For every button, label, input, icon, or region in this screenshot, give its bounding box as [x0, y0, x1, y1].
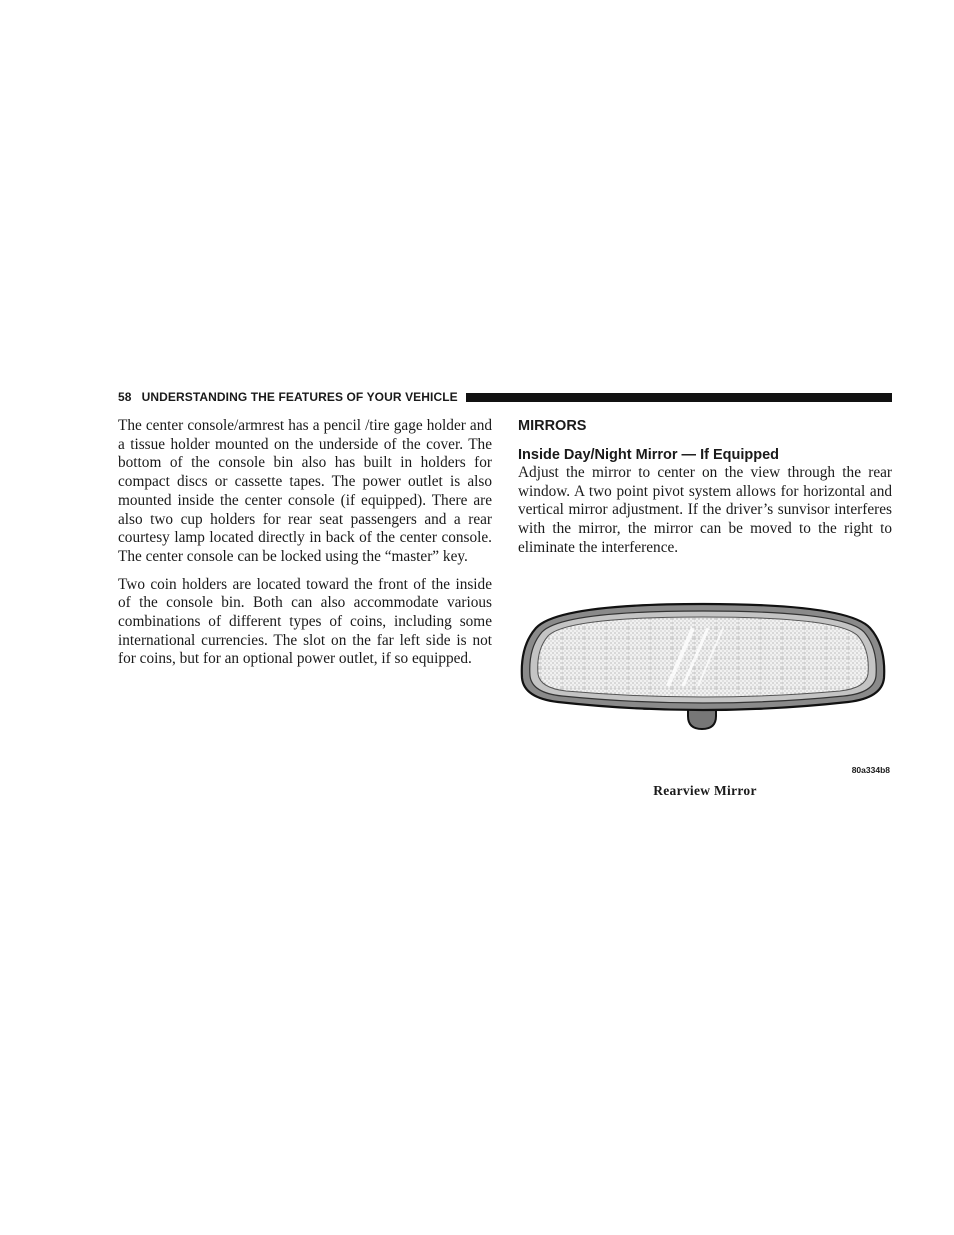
console-paragraph: The center console/armrest has a pencil /tire gage holder and a tissue holder mounted on the underside of the cover. The bottom of the console bin also has built in holders for compact discs or cassette tapes. The power outlet is also mounted inside the center console (if equipped). There are also two cup holders for rear seat passengers and a rear courtesy lamp located directly in back of the center console. The center console can be locked using the “master” key.	[118, 417, 492, 565]
rearview-mirror-figure	[518, 598, 892, 818]
mirror-paragraph: Adjust the mirror to center on the view through the rear window. A two point pivot system allows for horizontal and vertical mirror adjustment. If the driver’s sunvisor interferes with the mirror, the mirror can be moved to the right to eliminate the interference.	[518, 464, 892, 556]
header-rule	[466, 393, 892, 402]
figure-code: 80a334b8	[851, 765, 890, 775]
mirrors-heading: MIRRORS	[518, 418, 587, 434]
section-title: UNDERSTANDING THE FEATURES OF YOUR VEHICLE	[141, 390, 458, 404]
page-number: 58	[118, 390, 132, 404]
right-column	[518, 417, 892, 558]
inside-mirror-subheading: Inside Day/Night Mirror — If Equipped	[518, 447, 780, 463]
coin-holders-paragraph: Two coin holders are located toward the front of the inside of the console bin. Both can also accommodate various combinations of different types of coins, including some international currencies. The slot on the far left side is not for coins, but for an optional power outlet, if so equipped.	[118, 575, 492, 668]
rearview-mirror-illustration	[518, 598, 892, 763]
figure-caption: Rearview Mirror	[653, 783, 757, 798]
left-column	[118, 417, 492, 669]
running-header	[118, 389, 892, 405]
